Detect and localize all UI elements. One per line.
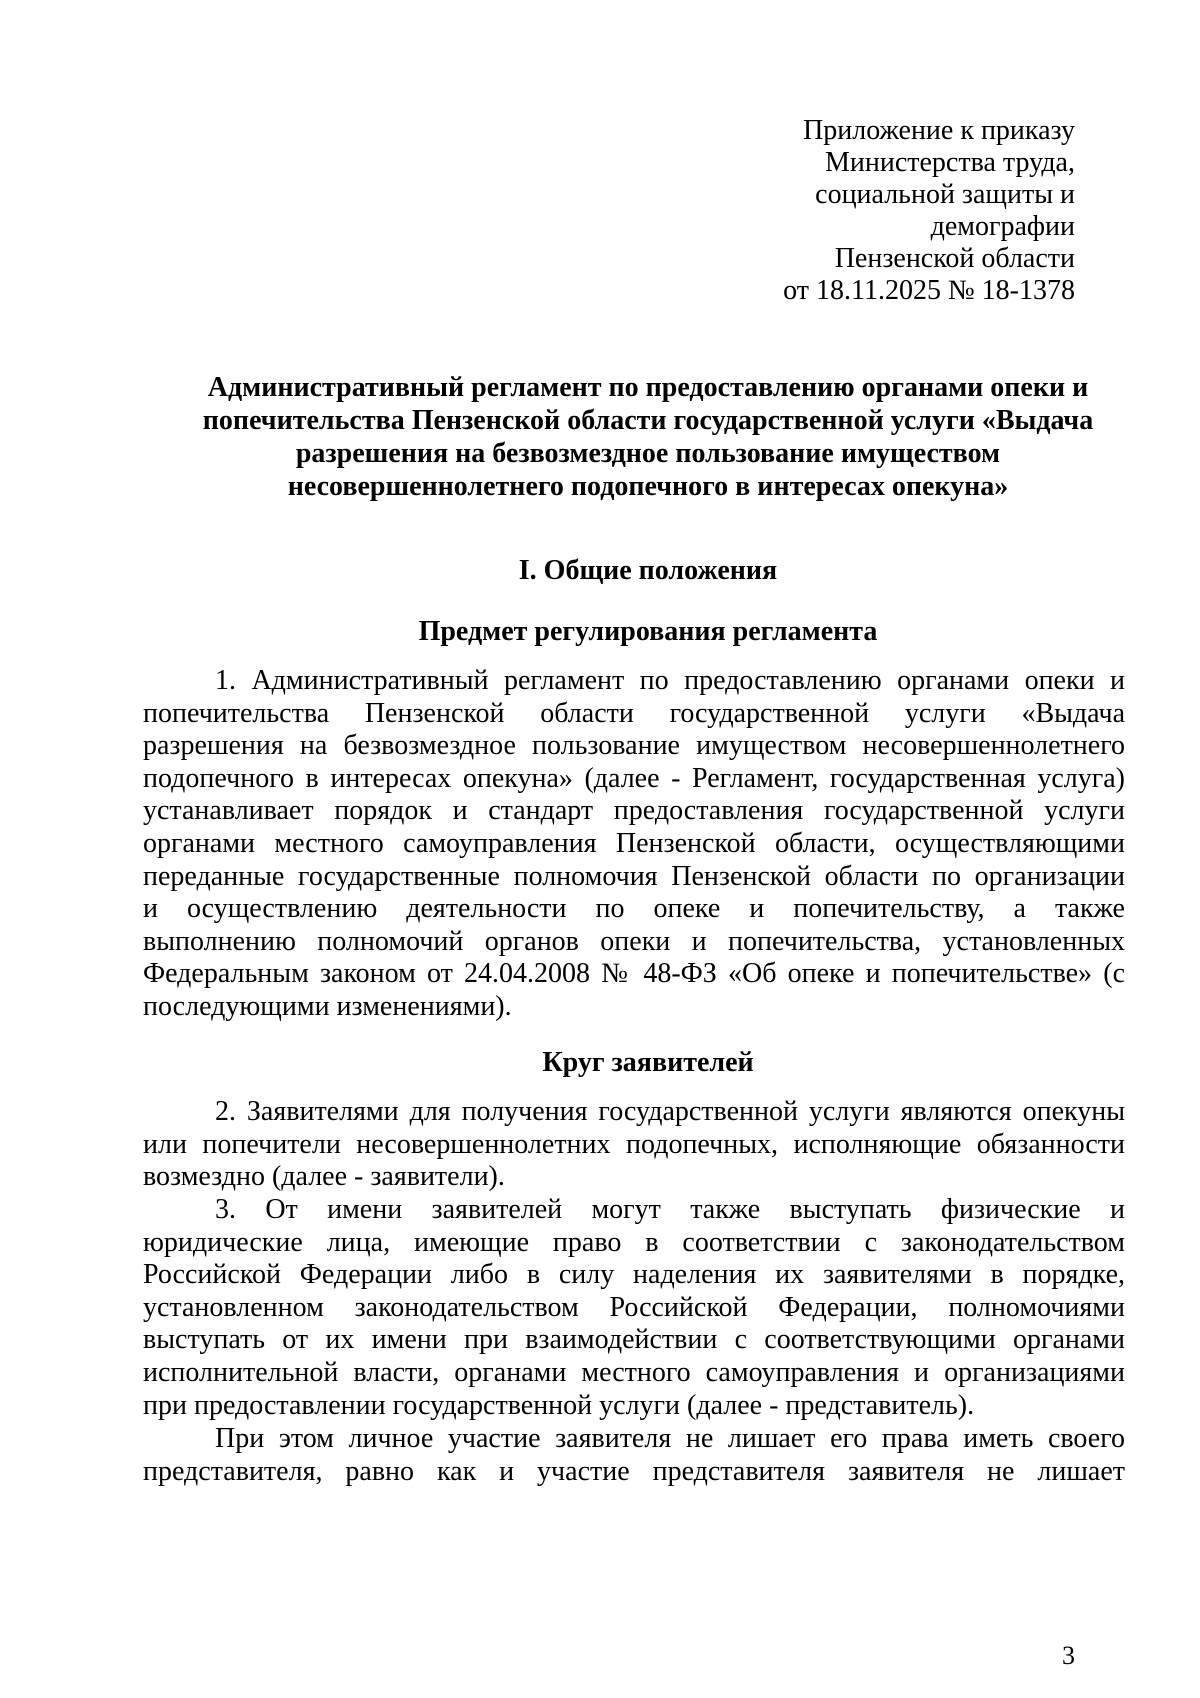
title-line: разрешения на безвозмездное пользование имуществом xyxy=(295,438,1001,469)
appendix-line: Приложение к приказу xyxy=(803,115,1075,146)
paragraph-line: попечительства Пензенской области государственной услуги «Выдача xyxy=(143,697,1125,729)
paragraph-line: выступать от их имени при взаимодействии с соответствующими органами xyxy=(143,1324,1125,1356)
paragraph-line: 1. Административный регламент по предоставлению органами опеки и xyxy=(215,665,1125,696)
appendix-line: Министерства труда, xyxy=(824,147,1075,178)
paragraph-1 xyxy=(143,665,1125,1024)
paragraph-line: разрешения на безвозмездное пользование имуществом несовершеннолетнего xyxy=(143,730,1125,762)
paragraph-line: последующими изменениями). xyxy=(143,990,512,1022)
paragraph-line: 2. Заявителями для получения государственной услуги являются опекуны xyxy=(215,1096,1125,1127)
section-heading: I. Общие положения xyxy=(518,555,778,586)
title-line: попечительства Пензенской области государственной услуги «Выдача xyxy=(202,405,1094,436)
paragraph-line: выполнению полномочий органов опеки и попечительства, установленных xyxy=(143,925,1125,957)
appendix-reference xyxy=(655,115,1075,307)
paragraph-line: При этом личное участие заявителя не лишает его права иметь своего xyxy=(215,1423,1125,1454)
paragraph-line: Российской Федерации либо в силу наделения их заявителями в порядке, xyxy=(143,1259,1125,1291)
paragraph-line: представителя, равно как и участие представителя заявителя не лишает xyxy=(143,1455,1125,1487)
paragraph-2 xyxy=(143,1096,1125,1194)
paragraph-line: при предоставлении государственной услуги (далее - представитель). xyxy=(143,1389,975,1421)
appendix-line: Пензенской области xyxy=(834,243,1075,274)
paragraph-line: исполнительной власти, органами местного самоуправления и организациями xyxy=(143,1356,1125,1388)
appendix-line: социальной защиты и xyxy=(815,179,1075,210)
paragraph-line: органами местного самоуправления Пензенской области, осуществляющими xyxy=(143,827,1125,859)
paragraph-line: переданные государственные полномочия Пензенской области по организации xyxy=(143,860,1125,892)
appendix-line: демографии xyxy=(930,211,1075,242)
paragraph-line: 3. От имени заявителей могут также выступать физические и xyxy=(215,1194,1125,1225)
paragraph-4 xyxy=(143,1423,1125,1488)
page-number: 3 xyxy=(1062,1641,1075,1670)
paragraph-line: устанавливает порядок и стандарт предоставления государственной услуги xyxy=(143,795,1125,827)
paragraph-line: и осуществлению деятельности по опеке и попечительству, а также xyxy=(143,893,1125,925)
appendix-line: от 18.11.2025 № 18-1378 xyxy=(783,275,1075,306)
document-title xyxy=(143,371,1153,503)
paragraph-line: Федеральным законом от 24.04.2008 № 48-ФЗ «Об опеке и попечительстве» (с xyxy=(143,958,1125,990)
paragraph-line: возмездно (далее - заявители). xyxy=(143,1161,505,1193)
paragraph-line: юридические лица, имеющие право в соответствии с законодательством xyxy=(143,1226,1125,1258)
paragraph-3 xyxy=(143,1194,1125,1422)
subsection-heading: Круг заявителей xyxy=(542,1047,754,1078)
paragraph-line: установленном законодательством Российской Федерации, полномочиями xyxy=(143,1291,1125,1323)
title-line: несовершеннолетнего подопечного в интересах опекуна» xyxy=(287,471,1009,502)
title-line: Административный регламент по предоставлению органами опеки и xyxy=(207,372,1089,403)
subsection-heading: Предмет регулирования регламента xyxy=(418,616,878,647)
paragraph-line: подопечного в интересах опекуна» (далее - Регламент, государственная услуга) xyxy=(143,762,1125,794)
paragraph-line: или попечители несовершеннолетних подопечных, исполняющие обязанности xyxy=(143,1128,1125,1160)
